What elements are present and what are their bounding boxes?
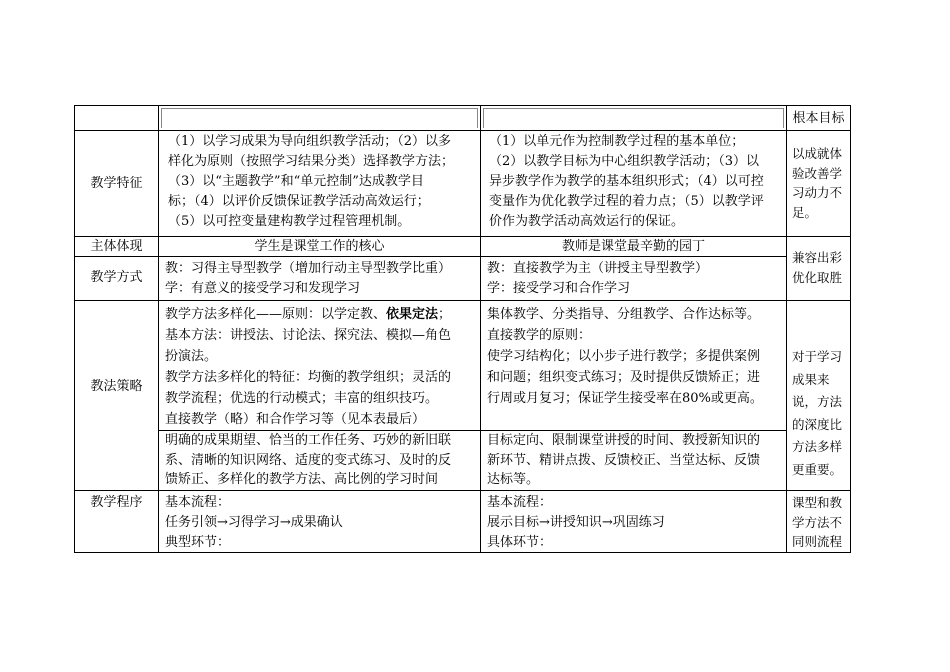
table-rule — [158, 105, 159, 553]
table-rule — [477, 108, 478, 128]
text-line: （3）以“主题教学”和“单元控制”达成教学目 — [168, 174, 424, 189]
text-line — [165, 304, 479, 325]
features-traditional — [489, 132, 785, 232]
text-run: 教学方法多样化——原则：以学定教、 — [165, 307, 387, 322]
text-line: 达标等。 — [487, 472, 540, 487]
text-line: 典型环节： — [165, 535, 231, 550]
text-line: 同则流程 — [792, 534, 843, 549]
subject-student: 学生是课堂工作的核心 — [254, 239, 385, 254]
text-line: 教：直接教学为主（讲授主导型教学） — [487, 261, 709, 276]
text-line: 目标定向、限制课堂讲授的时间、教授新知识的 — [487, 433, 761, 448]
mode-traditional — [487, 259, 785, 299]
text-line: 具体环节： — [487, 535, 553, 550]
text-line: 和问题；组织变式练习；及时提供反馈矫正；进 — [487, 370, 761, 385]
table-rule — [483, 108, 484, 128]
features-goal — [792, 144, 850, 222]
emphasis-text: 依果定法 — [386, 307, 439, 322]
text-line: 馈矫正、多样化的教学方法、高比例的学习时间 — [165, 472, 439, 487]
text-line: 基本流程： — [165, 495, 231, 510]
text-line: 异步教学作为教学的基本组织形式；（4）以可控 — [489, 174, 764, 189]
text-line: 基本方法：讲授法、讨论法、探究法、模拟—角色 — [165, 328, 452, 343]
row-label-strategy: 教法策略 — [90, 379, 143, 394]
strategy-goal — [792, 346, 850, 481]
text-line: 更重要。 — [792, 461, 843, 477]
procedure-goal — [792, 493, 850, 552]
text-line: 标；（4）以评价反馈保证教学活动高效运行； — [168, 194, 430, 209]
subject-goal — [792, 248, 850, 287]
strategy-traditional-methods — [487, 304, 785, 409]
text-line: 足。 — [792, 204, 818, 220]
mode-outcome-based — [165, 259, 479, 299]
text-line: 验改善学 — [792, 165, 843, 181]
text-line: 价作为教学活动高效运行的保证。 — [489, 214, 685, 229]
strategy-outcome-elements — [165, 431, 479, 490]
text-run: ； — [438, 307, 452, 322]
text-line: 优化取胜 — [792, 269, 843, 285]
text-line: 直接教学的原则： — [487, 328, 592, 343]
text-line: 学：接受学习和合作学习 — [487, 281, 631, 296]
text-line: 方法多样 — [792, 439, 843, 454]
table-rule — [161, 108, 477, 109]
table-rule — [161, 108, 162, 128]
text-line: 学方法不 — [792, 514, 843, 530]
text-line: 教：习得主导型教学（增加行动主导型教学比重） — [165, 261, 452, 276]
table-rule — [74, 130, 851, 131]
text-line: （2）以教学目标为中心组织教学活动；（3）以 — [489, 154, 760, 169]
strategy-outcome-methods — [165, 304, 479, 430]
subject-teacher: 教师是课堂最辛勤的园丁 — [561, 239, 705, 254]
table-rule — [783, 108, 784, 128]
text-line: 扮演法。 — [165, 349, 218, 364]
text-line: 兼容出彩 — [792, 250, 843, 265]
text-line: 集体教学、分类指导、分组教学、合作达标等。 — [487, 307, 761, 322]
text-line: 对于学习 — [792, 349, 843, 364]
text-line: 的深度比 — [792, 416, 843, 432]
text-line: 使学习结构化；以小步子进行教学；多提供案例 — [487, 349, 761, 364]
text-line: 习动力不 — [792, 185, 843, 200]
text-line: 基本流程： — [487, 495, 553, 510]
text-line: 系、清晰的知识网络、适度的变式练习、及时的反 — [165, 452, 452, 468]
text-line: （1）以学习成果为导向组织教学活动；（2）以多 — [168, 134, 452, 149]
row-label-subject: 主体体现 — [90, 239, 143, 254]
header-goal: 根本目标 — [792, 111, 845, 126]
text-line: 教学方法多样化的特征：均衡的教学组织；灵活的 — [165, 370, 452, 385]
text-line: 行周或月复习；保证学生接受率在80%或更高。 — [487, 391, 763, 406]
table-rule — [74, 300, 851, 301]
text-line: （5）以可控变量建构教学过程管理机制。 — [168, 214, 411, 229]
table-rule — [483, 108, 783, 109]
text-line: 样化为原则（按照学习结果分类）选择教学方法； — [168, 154, 455, 169]
text-line: 以成就体 — [792, 146, 843, 161]
text-line: 展示目标→讲授知识→巩固练习 — [487, 515, 665, 530]
text-line: 明确的成果期望、恰当的工作任务、巧妙的新旧联 — [165, 433, 452, 448]
text-line: 变量作为优化教学过程的着力点；（5）以教学评 — [489, 194, 764, 209]
text-line: 学：有意义的接受学习和发现学习 — [165, 281, 361, 296]
row-label-features: 教学特征 — [90, 176, 143, 191]
text-line: （1）以单元作为控制教学过程的基本单位； — [489, 134, 745, 149]
procedure-traditional — [487, 493, 785, 553]
procedure-outcome-based — [165, 493, 479, 553]
strategy-traditional-elements — [487, 431, 785, 490]
text-line: 教学流程；优选的行动模式；丰富的组织技巧。 — [165, 391, 439, 406]
text-line: 新环节、精讲点拨、反馈校正、当堂达标、反馈 — [487, 452, 761, 468]
table-rule — [74, 490, 851, 491]
features-outcome-based — [168, 132, 478, 232]
table-rule — [786, 105, 787, 553]
table-rule — [850, 105, 851, 553]
table-rule — [480, 105, 481, 553]
table-rule — [74, 105, 851, 106]
table-rule — [74, 105, 75, 553]
text-line: 说，方法 — [792, 394, 843, 409]
row-label-mode: 教学方式 — [90, 270, 143, 285]
text-line: 直接教学（略）和合作学习等（见本表最后） — [165, 412, 426, 427]
row-label-procedure: 教学程序 — [90, 495, 143, 510]
text-line: 成果来 — [792, 371, 830, 387]
text-line: 任务引领→习得学习→成果确认 — [165, 515, 343, 530]
text-line: 课型和教 — [792, 495, 843, 510]
